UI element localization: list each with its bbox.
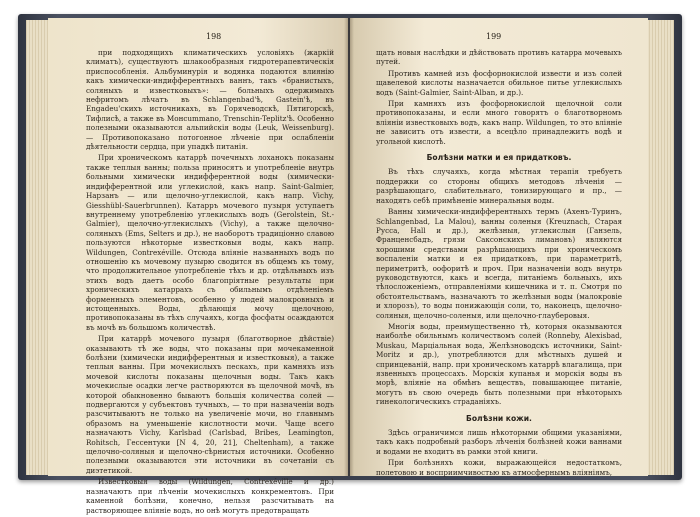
- paragraph: При катаррѣ мочевого пузыря (благотворное дѣйствіе) оказываютъ тѣ же воды, что показаны при мочекаменной болѣзни (химически индифферентныя и известковыя), а также теплыя ванны. При мочекислыхъ пескахъ, при камняхъ изъ мочевой кислоты показаны щелочныя воды. Такъ какъ мочекислые осадки легче растворяются въ щелочной мочѣ, въ которой обыкновенно бываютъ большія количества солей — подвергаются у субъектовъ тучныхъ, — то при назначеніи водъ разсчитываютъ не только на увеличеніе мочи, но главнымъ образомъ на уменьшеніе кислотности мочи. Чаще всего назначаютъ Vichy, Karlsbad (Carlsbad, Bribes, Leamington, Rohitsch, Гессентуки [N 4, 20, 21], Cheltenham), а также щелочно-соляныя и щелочно-сѣрнистыя источники. Особенно полезными оказываются эти источники въ сочетаніи съ диэтетикой.: [86, 334, 334, 475]
- page-edges-right: [646, 20, 674, 475]
- open-book: [18, 14, 682, 515]
- paragraph: При хроническомъ катаррѣ почечныхъ лоханокъ показаны также теплыя ванны; польза приносятъ и употребленіе внутрь больными химически индифферентной воды (химически-индифферентной или углекислой, какъ напр. Saint-Galmier, Нарзанъ — или щелочно-углекислой, какъ напр. Vichy, Giesshübl-Sauerbrunnen). Катарръ мочевого пузыря уступаетъ внутреннему употребленію углекислыхъ водъ (Gerolstein, St.-Galmier), щелочно-углекислыхъ (Vichy), а также щелочно-соляныхъ (Ems, Selters и др.), не наоборотъ традиціонно славою пользуются нѣкоторые известковыя воды, какъ напр. Wildungen, Contrexéville. Отсюда вліяніе названныхъ водъ по отношенію къ мочевому пузырю сводится въ общемъ къ тому, что продолжительное употребленіе тѣхъ и др. отдѣльныхъ изъ этихъ водъ даетъ особо благопріятные результаты при хроническихъ катаррахъ съ обильнымъ отдѣленіемъ форменныхъ элементовъ, особенно у людей малокровныхъ и истощенныхъ. Воды, дѣлающія мочу щелочною, противопоказаны въ тѣхъ случаяхъ, когда фосфаты осаждаются въ мочѣ въ большомъ количествѣ.: [86, 153, 334, 332]
- paragraph: При камняхъ изъ фосфорнокислой щелочной соли противопоказаны, и если много говорятъ о благотворномъ вліяніи известковыхъ водъ, какъ напр. Wildungen, то это вліяніе не зависитъ отъ извести, а всецѣло принадлежитъ водѣ и угольной кислотѣ.: [376, 99, 622, 146]
- page-number-right: 199: [486, 32, 502, 41]
- paragraph: Многія воды, преимущественно тѣ, которыя оказываются наиболѣе обильнымъ количествомъ солей (Ronneby, Alexisbad, Muskau, Марціальная вода, Желѣзноводскъ источники, Saint-Moritz и др.), употребляются для мѣстныхъ душей и спринцеваній, напр. при хроническомъ катаррѣ влагалища, при язвенныхъ процессахъ. Морскія купанья и морскія воды въ морѣ, вліяніе на обмѣнъ веществъ, повышающее питаніе, могутъ въ свою очередь быть полезными при нѣкоторыхъ гинекологическихъ страданіяхъ.: [376, 321, 622, 407]
- page-number-left: 198: [206, 32, 222, 41]
- paragraph: Ванны химически-индифферентныхъ термъ (Ахенъ-Туринъ, Schlangenbad, La Malou), ванны соленыя (Kreuznach, Старая Русса, Hall и др.), желѣзныя, углекислыя (Ганзель, Франценсбадъ, грязи Саксонскихъ лимановъ) являются хорошими средствами разрѣшающихъ при хроническомъ воспаленіи матки и ея придатковъ, при параметритѣ, периметритѣ, оофоритѣ и проч. При назначеніи водъ внутрь руководствуются, какъ и всегда, питаніемъ больныхъ, ихъ тѣлосложеніемъ, отправленіями кишечника и т. п. Смотря по обстоятельствамъ, назначаютъ то желѣзныя воды (малокровіе и хлорозъ), то воды понижающія соли, то, наконецъ, щелочно-соляныя, щелочно-соленыя, или щелочно-глауберовыя.: [376, 207, 622, 320]
- paragraph: Здѣсь ограничимся лишь нѣкоторыми общими указаніями, такъ какъ подробный разборъ лѣченія болѣзней кожи ваннами и водами не входитъ въ рамки этой книги.: [376, 428, 622, 456]
- paragraph: Противъ камней изъ фосфорнокислой извести и изъ солей щавелевой кислоты назначается обильное питье углекислыхъ водъ (Saint-Galmier, Saint-Alban, и др.).: [376, 68, 622, 97]
- paragraph: Въ тѣхъ случаяхъ, когда мѣстная терапія требуетъ поддержки со стороны общихъ методовъ лѣченія — разрѣшающаго, слабительнаго, тонизирующаго и пр., — находятъ себѣ примѣненіе минеральныя воды.: [376, 167, 622, 205]
- right-page: [350, 18, 648, 476]
- book-gutter: [344, 18, 354, 476]
- paragraph: Известковыя воды (Wildungen, Contrexéville и др.) назначаютъ при лѣченіи мочекислыхъ конкрементовъ. При каменной болѣзни, конечно, нельзя разсчитывать на растворяющее вліяніе водъ, но онѣ могутъ предотвращать: [86, 477, 334, 515]
- paragraph: при подходящихъ климатическихъ условіяхъ (жаркій климатъ), существуютъ шлакообразныя гидротерапевтическія приспособленія. Альбуминурія и водянка подаются влиянію какъ химически-индифферентныхъ ваннъ, такъ «бранистыхъ, соляныхъ и известковыхъ»: — больныхъ одержимыхъ нефритомъ лѣчатъ въ Schlangenbad'ѣ, Gastein'ѣ, въ Engadeu'скихъ источникахъ, въ Горячеводскѣ, Пятигорскѣ, Тифлисѣ, а также въ Монсummano, Trenschin-Teplitz'ѣ. Особенно полезными оказываются альпийскія воды (Leuk, Weissenburg). — Противопоказано потогонное лѣченіе при ослабленіи дѣятельности сердца, при упадкѣ питанія.: [86, 48, 334, 152]
- section-heading: Болѣзни матки и ея придатковъ.: [426, 153, 572, 163]
- left-page: [48, 18, 348, 515]
- section-heading: Болѣзни кожи.: [466, 413, 532, 423]
- paragraph: щать новыя наслѣдки и дѣйствовать противъ катарра мочевыхъ путей.: [376, 48, 622, 67]
- right-page-text: [376, 48, 622, 479]
- left-page-text: [86, 48, 334, 517]
- paragraph: При болѣзняхъ кожи, выражающейся недостаткомъ, полетовою и восприимчивостью къ атмосфернымъ вліяніямъ,: [376, 458, 622, 477]
